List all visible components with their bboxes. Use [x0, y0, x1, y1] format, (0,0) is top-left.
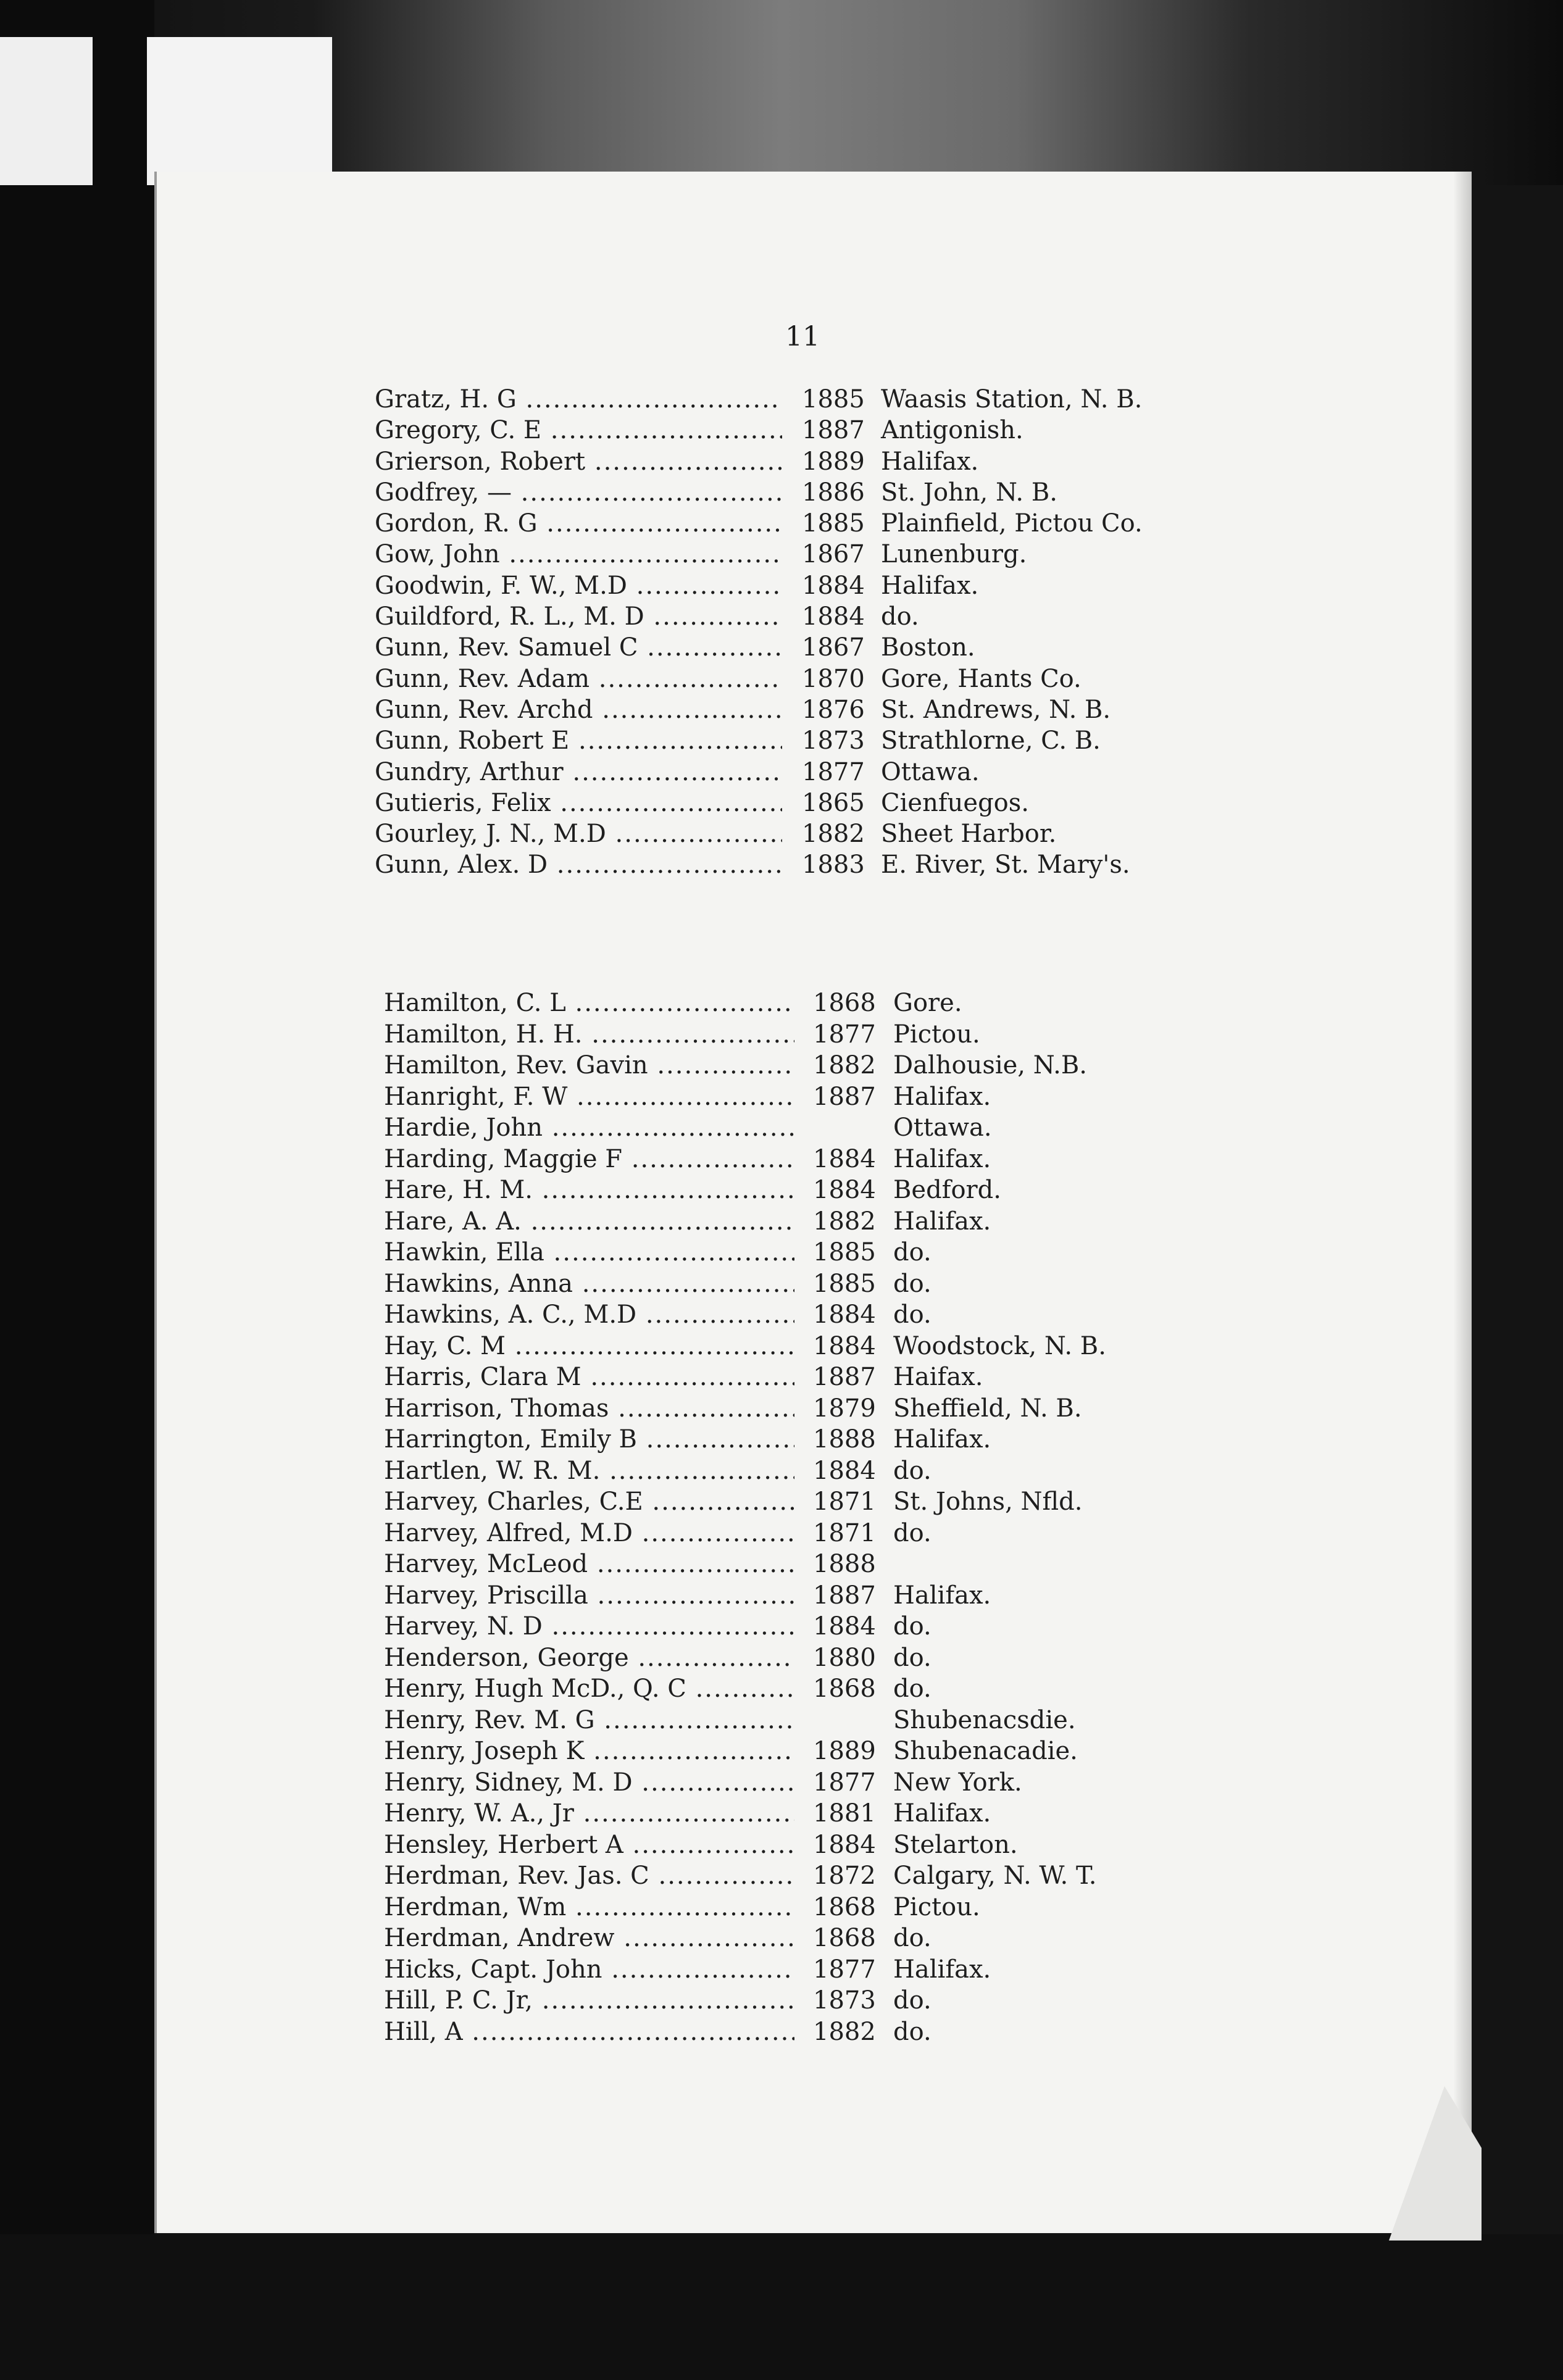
entry-name: Harrison, Thomas .....	[384, 1393, 794, 1425]
entry-year: 1884	[813, 1144, 876, 1173]
entry-name: Hill, A .....	[384, 2016, 794, 2048]
entry-year: 1871	[813, 1518, 876, 1547]
paper-tab-right	[147, 37, 332, 185]
entry-name: Gourley, J. N., M.D .....	[375, 818, 782, 849]
entry-place: Gore, Hants Co.	[881, 664, 1082, 693]
entry-name: Gunn, Alex. D .....	[375, 849, 782, 880]
entry-place: Halifax.	[893, 1581, 991, 1610]
entry-year: 1870	[802, 664, 865, 693]
entry-name: Harvey, N. D .....	[384, 1611, 794, 1642]
entry-year: 1887	[813, 1082, 876, 1111]
entry-name: Gregory, C. E .....	[375, 415, 782, 446]
entry-year: 1871	[813, 1488, 876, 1516]
entry-place: Gore.	[893, 989, 962, 1017]
entry-place: do.	[893, 1675, 932, 1703]
entry-place: Shubenacsdie.	[893, 1705, 1076, 1734]
entry-name: Henry, W. A., Jr .....	[384, 1798, 794, 1829]
entry-year: 1882	[813, 1051, 876, 1080]
entry-year: 1881	[813, 1799, 876, 1828]
entry-name: Gunn, Rev. Archd .....	[375, 694, 782, 725]
paper-tab-left	[0, 37, 93, 185]
entry-place: Pictou.	[893, 1892, 980, 1921]
entry-name: Henderson, George .....	[384, 1642, 794, 1674]
entry-name: Harding, Maggie F .....	[384, 1144, 794, 1175]
entry-place: Halifax.	[893, 1425, 991, 1454]
entry-name: Hawkin, Ella .....	[384, 1237, 794, 1268]
entry-year: 1867	[802, 633, 865, 662]
entry-name: Harvey, Alfred, M.D .....	[384, 1518, 794, 1549]
entry-name: Godfrey, — .....	[375, 477, 782, 508]
entry-year: 1884	[813, 1612, 876, 1641]
entry-name: Hamilton, C. L .....	[384, 988, 794, 1019]
scan-bottom-edge	[0, 2234, 1563, 2380]
entry-name: Guildford, R. L., M. D .....	[375, 601, 782, 632]
entry-place: do.	[893, 1986, 932, 2015]
entry-name: Harvey, McLeod .....	[384, 1549, 794, 1580]
entry-year: 1884	[802, 602, 865, 631]
entry-year: 1877	[813, 1020, 876, 1049]
entry-year: 1882	[813, 2017, 876, 2046]
entry-place: Pictou.	[893, 1020, 980, 1049]
entry-place: Waasis Station, N. B.	[881, 385, 1143, 414]
entry-place: Stelarton.	[893, 1830, 1018, 1859]
entry-year: 1884	[813, 1830, 876, 1859]
entry-name: Gordon, R. G .....	[375, 508, 782, 539]
entry-place: Sheffield, N. B.	[893, 1394, 1082, 1423]
entry-name: Hawkins, A. C., M.D .....	[384, 1299, 794, 1331]
entry-name: Goodwin, F. W., M.D .....	[375, 570, 782, 601]
entry-place: Dalhousie, N.B.	[893, 1051, 1088, 1080]
entry-name: Hanright, F. W .....	[384, 1081, 794, 1113]
entry-year: 1885	[813, 1238, 876, 1267]
entry-year: 1877	[802, 757, 865, 786]
entry-year: 1867	[802, 540, 865, 569]
page-number: 11	[785, 321, 820, 352]
entry-name: Hawkins, Anna .....	[384, 1268, 794, 1300]
entry-year: 1887	[813, 1363, 876, 1391]
entry-place: do.	[881, 602, 919, 631]
entry-year: 1889	[813, 1737, 876, 1765]
entry-name: Herdman, Wm .....	[384, 1892, 794, 1923]
entry-place: Halifax.	[881, 571, 979, 600]
entry-name: Hay, C. M .....	[384, 1331, 794, 1362]
entry-name: Henry, Rev. M. G .....	[384, 1705, 794, 1736]
entry-place: Halifax.	[893, 1207, 991, 1236]
entry-year: 1889	[802, 447, 865, 476]
entry-year: 1879	[813, 1394, 876, 1423]
entry-name: Harvey, Charles, C.E .....	[384, 1486, 794, 1518]
entry-year: 1883	[802, 851, 865, 880]
entry-year: 1887	[802, 416, 865, 445]
entry-place: Woodstock, N. B.	[893, 1331, 1106, 1360]
entry-name: Grierson, Robert .....	[375, 446, 782, 477]
scan-left-edge	[0, 0, 154, 2380]
entry-place: Plainfield, Pictou Co.	[881, 509, 1143, 538]
entry-place: Halifax.	[893, 1799, 991, 1828]
entry-place: St. John, N. B.	[881, 478, 1057, 507]
entry-year: 1887	[813, 1581, 876, 1610]
entry-place: Halifax.	[881, 447, 979, 476]
entry-year: 1884	[813, 1300, 876, 1329]
entry-name: Gratz, H. G .....	[375, 384, 782, 415]
entry-place: do.	[893, 1269, 932, 1298]
entry-name: Gunn, Robert E .....	[375, 725, 782, 756]
entry-name: Harris, Clara M .....	[384, 1362, 794, 1393]
entry-place: St. Andrews, N. B.	[881, 695, 1111, 724]
entry-year: 1885	[813, 1269, 876, 1298]
entry-year: 1882	[813, 1207, 876, 1236]
entry-year: 1877	[813, 1955, 876, 1984]
entry-place: Sheet Harbor.	[881, 820, 1057, 849]
entry-year: 1888	[813, 1550, 876, 1578]
entry-year: 1885	[802, 385, 865, 414]
entry-year: 1888	[813, 1425, 876, 1454]
entry-place: Cienfuegos.	[881, 788, 1029, 817]
entry-name: Hartlen, W. R. M. .....	[384, 1455, 794, 1487]
entry-year: 1865	[802, 788, 865, 817]
entry-name: Hardie, John .....	[384, 1112, 794, 1144]
entry-year: 1880	[813, 1643, 876, 1672]
entry-place: Halifax.	[893, 1144, 991, 1173]
entry-year: 1868	[813, 1924, 876, 1952]
entry-name: Gow, John .....	[375, 539, 782, 570]
entry-name: Hamilton, Rev. Gavin .....	[384, 1050, 794, 1081]
entry-year: 1882	[802, 820, 865, 849]
entry-place: do.	[893, 1612, 932, 1641]
entry-place: do.	[893, 1238, 932, 1267]
entry-place: do.	[893, 1643, 932, 1672]
entry-year: 1884	[813, 1331, 876, 1360]
entry-place: E. River, St. Mary's.	[881, 851, 1130, 880]
entry-name: Henry, Joseph K .....	[384, 1736, 794, 1767]
entry-place: do.	[893, 2017, 932, 2046]
entry-name: Harrington, Emily B .....	[384, 1424, 794, 1455]
entry-year: 1877	[813, 1768, 876, 1797]
entry-name: Hare, H. M. .....	[384, 1175, 794, 1206]
entry-year: 1885	[802, 509, 865, 538]
entry-name: Gunn, Rev. Adam .....	[375, 664, 782, 694]
entry-year: 1868	[813, 989, 876, 1017]
entry-place: Shubenacadie.	[893, 1737, 1078, 1765]
entry-place: Calgary, N. W. T.	[893, 1862, 1097, 1890]
entry-name: Herdman, Andrew .....	[384, 1923, 794, 1954]
entry-name: Gundry, Arthur .....	[375, 757, 782, 788]
entry-year: 1884	[813, 1176, 876, 1204]
entry-year: 1886	[802, 478, 865, 507]
entry-name: Henry, Sidney, M. D .....	[384, 1767, 794, 1799]
entry-year: 1872	[813, 1862, 876, 1890]
entry-place: do.	[893, 1518, 932, 1547]
entry-name: Harvey, Priscilla .....	[384, 1580, 794, 1612]
entry-name: Hicks, Capt. John .....	[384, 1954, 794, 1986]
entry-year: 1868	[813, 1675, 876, 1703]
entry-name: Hill, P. C. Jr, .....	[384, 1985, 794, 2016]
entry-place: Halifax.	[893, 1955, 991, 1984]
entry-year: 1873	[802, 726, 865, 755]
entry-name: Hare, A. A. .....	[384, 1206, 794, 1238]
entry-place: Haifax.	[893, 1363, 983, 1391]
entry-year: 1884	[802, 571, 865, 600]
entry-place: Lunenburg.	[881, 540, 1027, 569]
entry-name: Herdman, Rev. Jas. C .....	[384, 1860, 794, 1892]
entry-place: Halifax.	[893, 1082, 991, 1111]
entry-year: 1873	[813, 1986, 876, 2015]
entry-year: 1884	[813, 1456, 876, 1485]
entry-name: Gunn, Rev. Samuel C .....	[375, 632, 782, 663]
entry-place: do.	[893, 1456, 932, 1485]
entry-place: New York.	[893, 1768, 1022, 1797]
entry-place: Boston.	[881, 633, 975, 662]
entry-name: Hensley, Herbert A .....	[384, 1829, 794, 1861]
entry-year: 1868	[813, 1892, 876, 1921]
entry-place: Strathlorne, C. B.	[881, 726, 1101, 755]
entry-name: Gutieris, Felix .....	[375, 788, 782, 818]
entry-year: 1876	[802, 695, 865, 724]
entry-name: Henry, Hugh McD., Q. C .....	[384, 1673, 794, 1705]
entry-place: Antigonish.	[881, 416, 1023, 445]
entry-place: St. Johns, Nfld.	[893, 1488, 1083, 1516]
entry-place: Ottawa.	[893, 1113, 992, 1142]
entry-place: Bedford.	[893, 1176, 1001, 1204]
entry-place: do.	[893, 1924, 932, 1952]
entry-place: do.	[893, 1300, 932, 1329]
entry-name: Hamilton, H. H. .....	[384, 1019, 794, 1051]
entry-place: Ottawa.	[881, 757, 980, 786]
